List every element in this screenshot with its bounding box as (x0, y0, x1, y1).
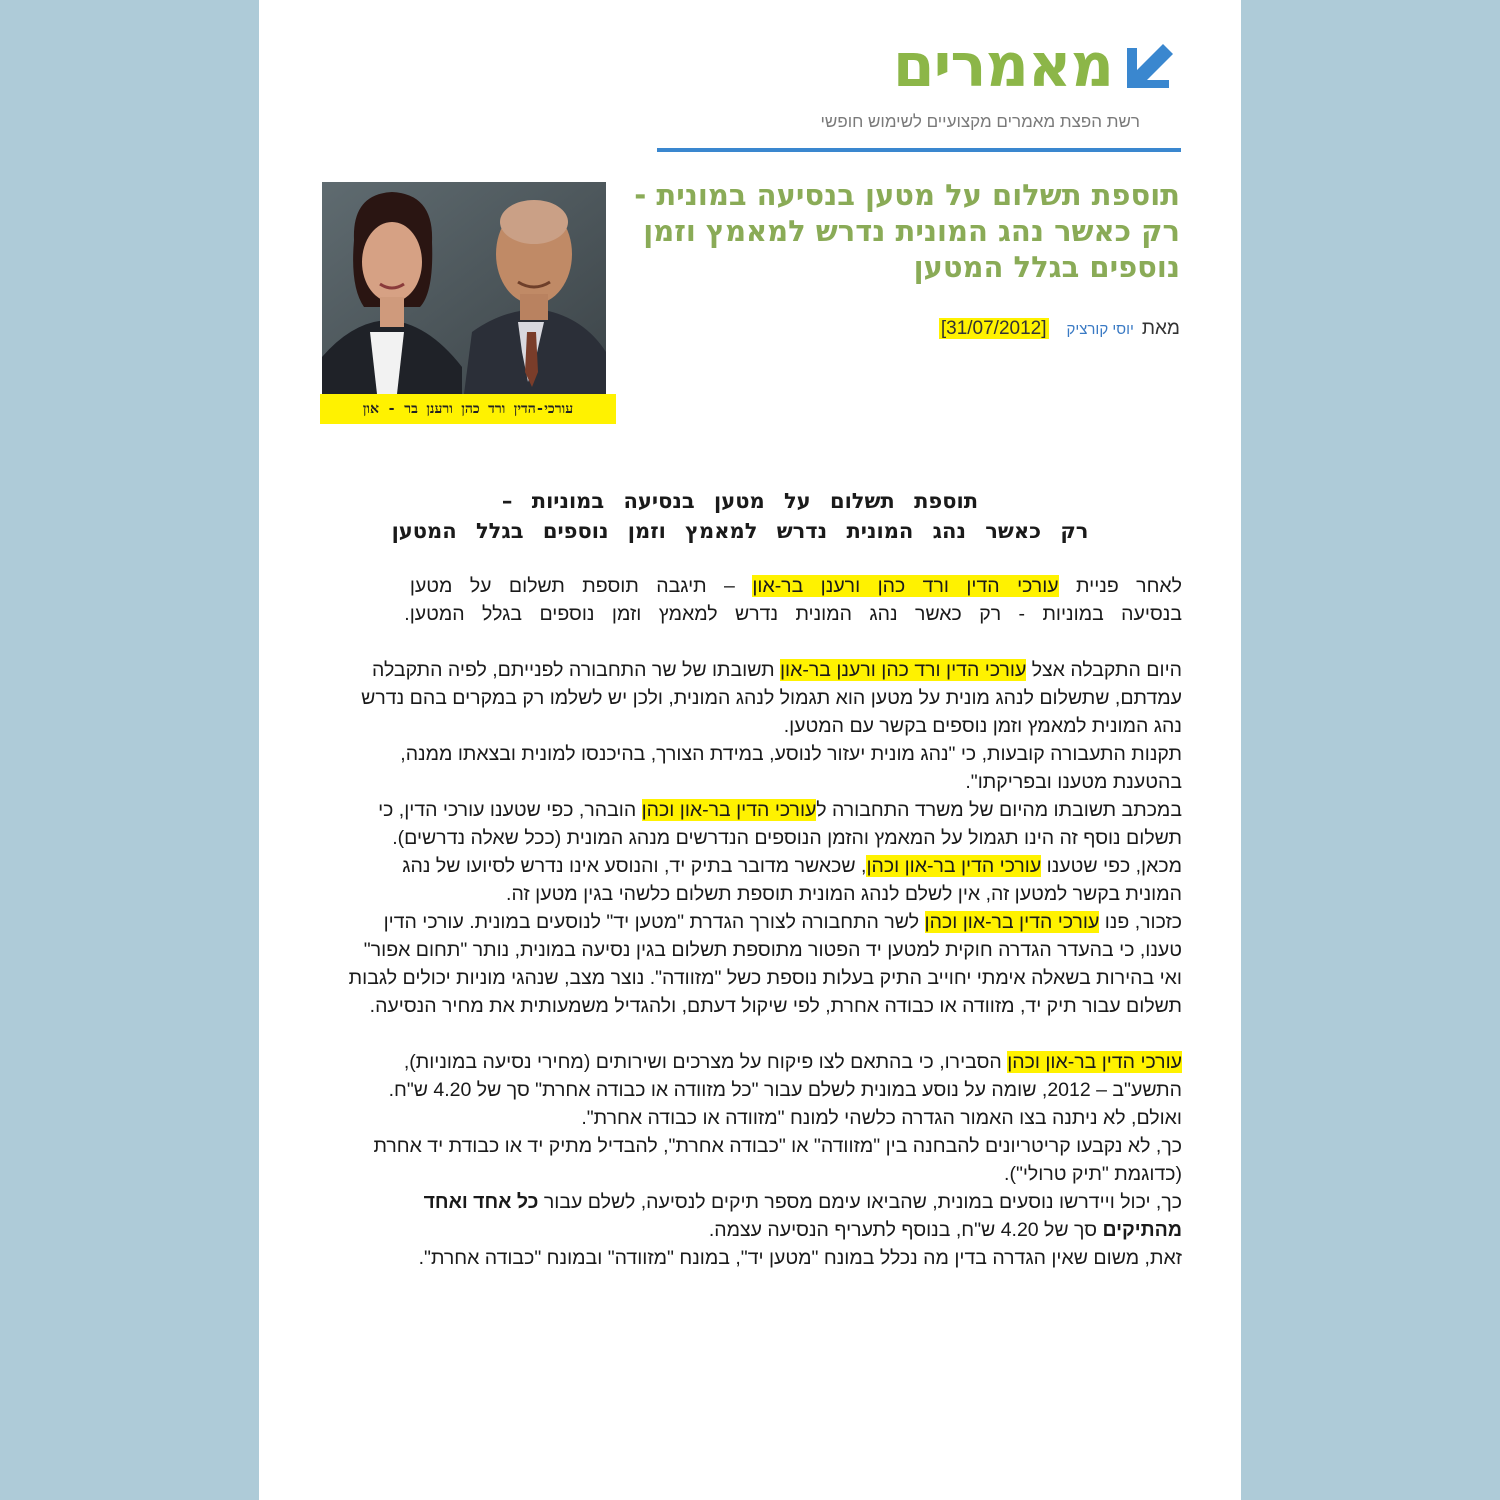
text-run: הסבירו, כי בהתאם לצו פיקוח על מצרכים ושירותים (מחירי נסיעה במוניות), התשע"ב – 2012, שומה על נוסע במונית לשלם עבור "כל מזוודה או כבודה אחרת" סך של 4.20 ש"ח. ואולם, לא ניתנה בצו האמור הגדרה כלשהי למונח "מזוודה או כבודה אחרת". (388, 1051, 1182, 1129)
article-subheading (360, 486, 1120, 546)
byline (939, 318, 1180, 340)
text-run: תשובתו של שר התחבורה לפנייתם, לפיה התקבלה עמדתם, שתשלום לנהג מונית על מטען הוא תגמול לנהג המונית, ולכן יש לשלמו רק במקרים בהם נדרש נהג המונית למאמץ וזמן נוספים בקשר עם המטען. (361, 659, 1182, 737)
paragraph-3: תקנות התעבורה קובעות, כי "נהג מונית יעזור לנוסע, במידת הצורך, בהיכנסו למונית ובצאתו ממנה, בהטענת מטענו ובפריקתו". (400, 743, 1182, 793)
article-body (342, 572, 1182, 1272)
text-run: במכתב תשובתו מהיום של משרד התחבורה ל (816, 799, 1182, 821)
subheading-line-2: רק כאשר נהג המונית נדרש למאמץ וזמן נוספים בגלל המטען (391, 519, 1089, 543)
highlighted-names: עורכי הדין ורד כהן ורענן בר-און (779, 659, 1027, 681)
paragraph-1 (342, 572, 1182, 628)
authors-photo (322, 182, 606, 394)
highlighted-names: עורכי הדין בר-און וכהן (641, 799, 817, 821)
logo-tagline: רשת הפצת מאמרים מקצועיים לשימוש חופשי (820, 112, 1140, 131)
text-run: לאחר פניית (1058, 575, 1182, 597)
text-run: , שכאשר מדובר בתיק יד, והנוסע אינו נדרש לסיועו של נהג המונית בקשר למטען זה, אין לשלם לנהג המונית תוספת תשלום כלשהי בגין מטען זה. (402, 855, 1182, 905)
text-run: היום התקבלה אצל (1026, 659, 1182, 681)
highlighted-names: עורכי הדין ורד כהן ורענן בר-און (752, 575, 1059, 597)
paragraph-5 (342, 852, 1182, 908)
text-run: כזכור, פנו (1099, 911, 1182, 933)
logo-wordmark: מאמרים (892, 31, 1113, 101)
byline-label: מאת (1141, 318, 1180, 339)
header-divider (657, 148, 1181, 152)
highlighted-names: עורכי הדין בר-און וכהן (1007, 1051, 1182, 1073)
author-link[interactable]: יוסי קורציק (1066, 321, 1134, 338)
article-headline: תוספת תשלום על מטען בנסיעה במונית - רק כאשר נהג המונית נדרש למאמץ וזמן נוספים בגלל המטען (634, 178, 1180, 284)
paragraph-6 (342, 908, 1182, 1020)
site-logo[interactable] (640, 30, 1185, 131)
paragraph-7 (342, 1048, 1182, 1132)
highlighted-names: עורכי הדין בר-און וכהן (924, 911, 1100, 933)
text-run: – תיגבה תוספת תשלום על מטען בנסיעה במוניות - רק כאשר נהג המונית נדרש למאמץ וזמן נוספים בגלל המטען. (404, 575, 1182, 625)
subheading-line-1: תוספת תשלום על מטען בנסיעה במוניות – (501, 489, 979, 513)
paragraph-10: זאת, משום שאין הגדרה בדין מה נכלל במונח "מטען יד", במונח "מזוודה" ובמונח "כבודה אחרת". (418, 1247, 1182, 1269)
bold-emphasis: כל אחד ואחד מהתיקים (423, 1191, 1182, 1241)
paragraph-8: כך, לא נקבעו קריטריונים להבחנה בין "מזוודה" או "כבודה אחרת", להבדיל מתיק יד או כבודת יד אחרת (כדוגמת "תיק טרולי"). (373, 1135, 1182, 1185)
arrow-logo-icon (1121, 40, 1181, 88)
text-run: כך, יכול ויידרשו נוסעים במונית, שהביאו עימם מספר תיקים לנסיעה, לשלם עבור (538, 1191, 1182, 1213)
text-run: מכאן, כפי שטענו (1041, 855, 1182, 877)
paragraph-2 (342, 656, 1182, 740)
paragraph-4 (342, 796, 1182, 852)
highlighted-names: עורכי הדין בר-און וכהן (866, 855, 1042, 877)
article-date: [31/07/2012] (940, 318, 1047, 339)
photo-caption: עורכי-הדין ורד כהן ורענן בר - און (320, 394, 616, 424)
text-run: הובהר, כפי שטענו עורכי הדין, כי תשלום נוסף זה הינו תגמול על המאמץ והזמן הנוספים הנדרשים מנהג המונית (ככל שאלה נדרשים). (378, 799, 1182, 849)
text-run: סך של 4.20 ש"ח, בנוסף לתעריף הנסיעה עצמה. (708, 1219, 1103, 1241)
paragraph-9 (342, 1188, 1182, 1244)
text-run: לשר התחבורה לצורך הגדרת "מטען יד" לנוסעים במונית. עורכי הדין טענו, כי בהעדר הגדרה חוקית למטען יד הפטור מתוספת תשלום בגין נסיעה במונית, נותר "תחום אפור" ואי בהירות בשאלה אימתי יחוייב התיק בעלות נוספת כשל "מזוודה". נוצר מצב, שנהגי מוניות יכולים לגבות תשלום עבור תיק יד, מזוודה או כבודה אחרת, לפי שיקול דעתם, ולהגדיל משמעותית את מחיר הנסיעה. (348, 911, 1182, 1017)
